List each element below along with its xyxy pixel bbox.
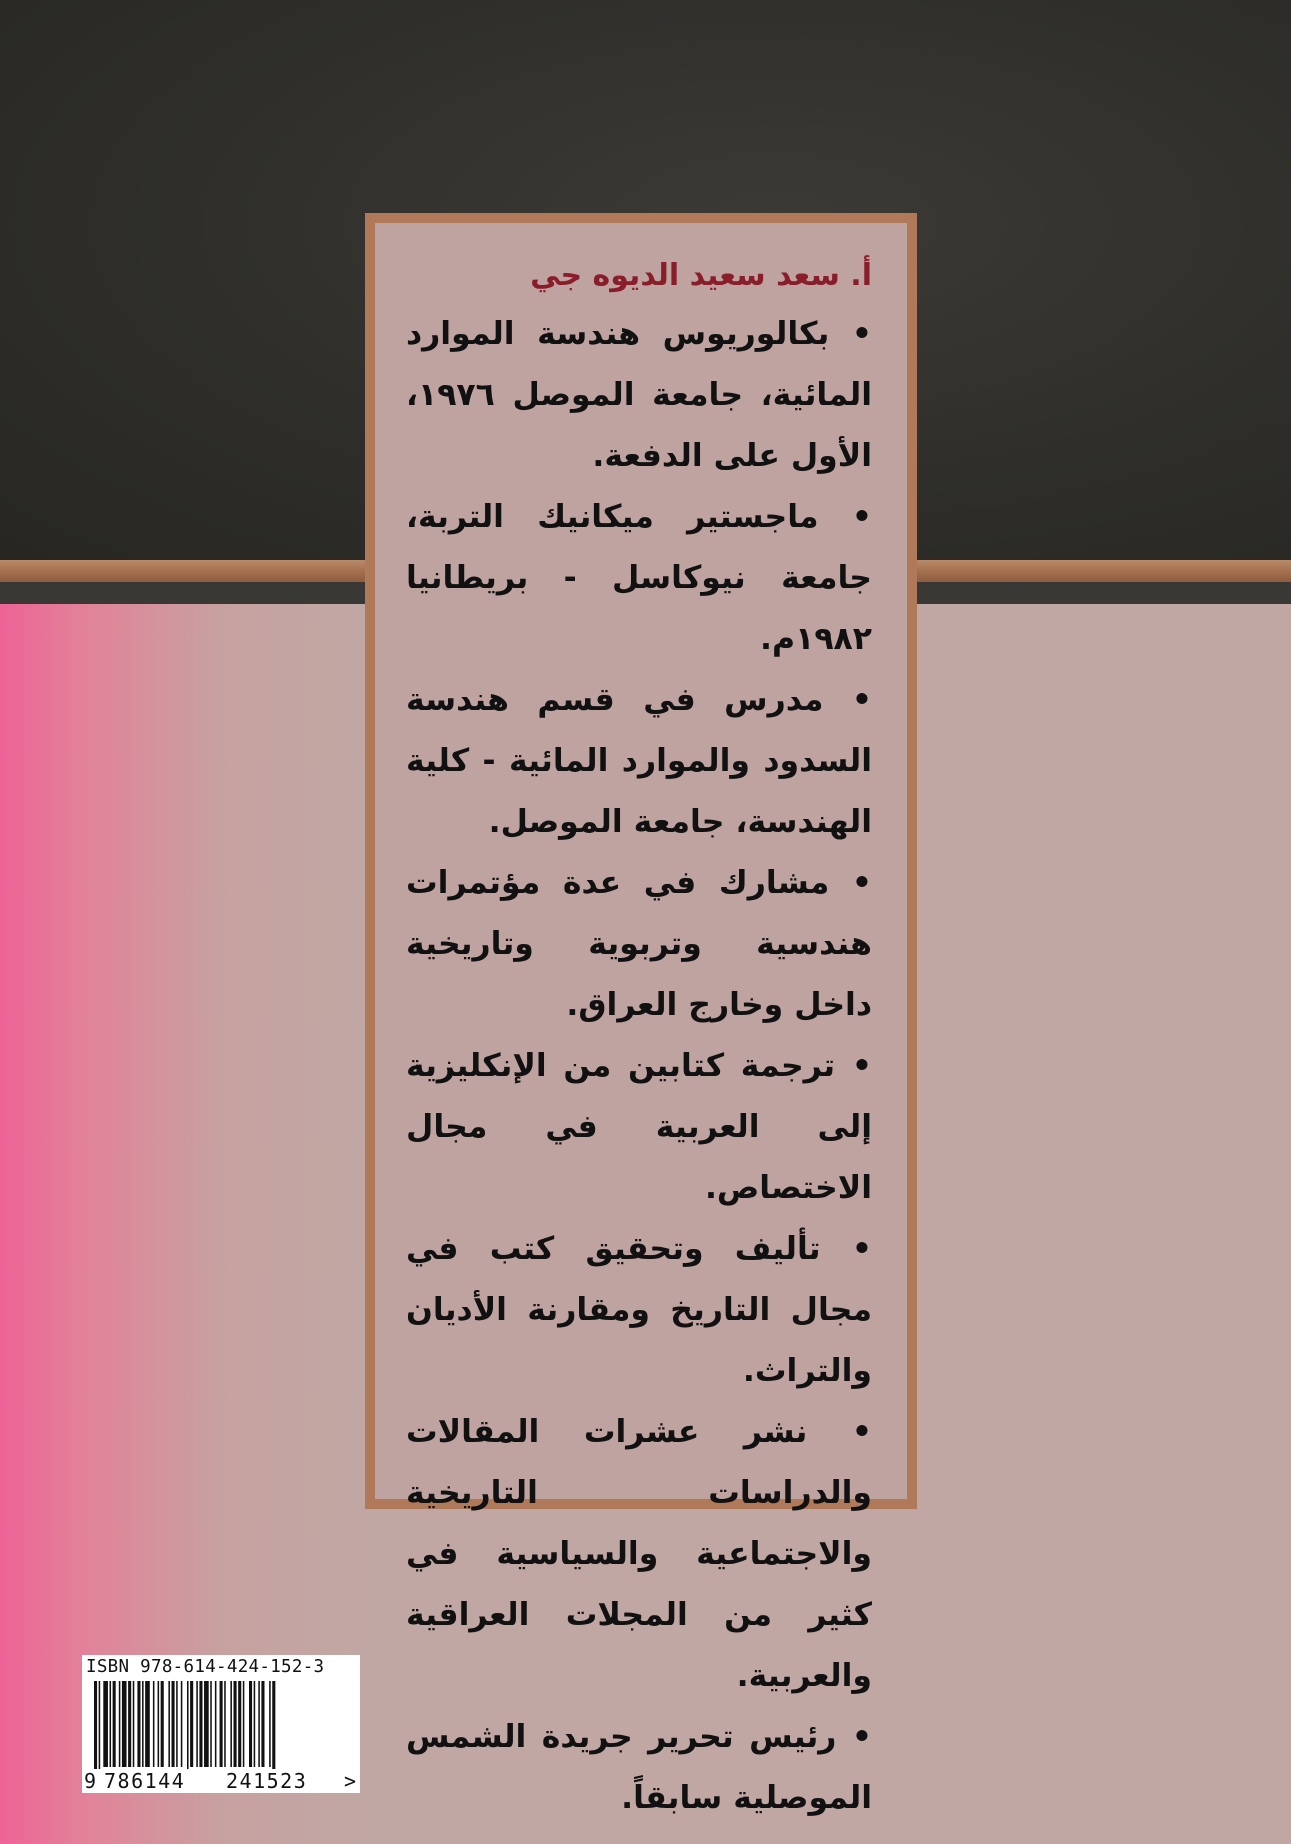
barcode-bar xyxy=(220,1681,223,1767)
bio-bullet-item xyxy=(406,1036,872,1219)
barcode-bar xyxy=(153,1681,155,1767)
barcode-bar xyxy=(204,1681,209,1767)
isbn-barcode xyxy=(82,1655,360,1793)
barcode-bar xyxy=(133,1681,135,1767)
isbn-label: ISBN 978-614-424-152-3 xyxy=(86,1657,325,1677)
author-bio-content xyxy=(376,224,906,1816)
barcode-bar xyxy=(176,1681,178,1767)
bullet-dot-icon: • xyxy=(820,1231,872,1267)
barcode-bar xyxy=(172,1681,175,1767)
bio-bullet-text: مدرس في قسم هندسة السدود والموارد المائية - كلية الهندسة، جامعة الموصل. xyxy=(406,682,872,840)
barcode-bar xyxy=(199,1681,202,1767)
bio-bullet-text: نشر عشرات المقالات والدراسات التاريخية والاجتماعية والسياسية في كثير من المجلات العراقية والعربية. xyxy=(406,1414,872,1694)
barcode-bar xyxy=(215,1681,217,1767)
barcode-bar xyxy=(210,1681,212,1767)
barcode-bar xyxy=(261,1681,264,1767)
barcode-bar xyxy=(94,1681,97,1769)
barcode-bar xyxy=(196,1681,198,1767)
barcode-bar xyxy=(113,1681,116,1767)
bio-bullet-item xyxy=(406,487,872,670)
barcode-bar xyxy=(122,1681,127,1767)
barcode-bar xyxy=(181,1681,183,1767)
bio-bullet-text: ترجمة كتابين من الإنكليزية إلى العربية في مجال الاختصاص. xyxy=(406,1048,872,1206)
barcode-bar xyxy=(168,1681,170,1767)
barcode-bar xyxy=(272,1681,275,1769)
barcode-bar xyxy=(249,1681,252,1767)
bio-bullet-text: مشارك في عدة مؤتمرات هندسية وتربوية وتاريخية داخل وخارج العراق. xyxy=(406,865,872,1023)
bio-bullet-item xyxy=(406,1707,872,1829)
bio-bullet-text: ماجستير ميكانيك التربة، جامعة نيوكاسل - بريطانيا ١٩٨٢م. xyxy=(406,499,872,657)
barcode-bar xyxy=(254,1681,256,1767)
barcode-bar xyxy=(238,1681,241,1767)
bullet-dot-icon: • xyxy=(807,1414,872,1450)
barcode-bar xyxy=(99,1681,101,1769)
barcode-bar xyxy=(234,1681,237,1767)
barcode-bar xyxy=(103,1681,108,1767)
bio-bullet-item xyxy=(406,1402,872,1707)
barcode-bar xyxy=(224,1681,226,1767)
bio-bullet-item xyxy=(406,853,872,1036)
barcode-bar xyxy=(190,1681,193,1767)
barcode-bar xyxy=(142,1681,144,1767)
barcode-digits-left: 786144 xyxy=(104,1769,186,1793)
bullet-dot-icon: • xyxy=(829,865,872,901)
barcode-bar xyxy=(230,1681,232,1767)
barcode-bar xyxy=(158,1681,160,1767)
barcode-bar xyxy=(269,1681,271,1767)
barcode-bar xyxy=(161,1681,164,1767)
barcode-bar xyxy=(243,1681,245,1767)
bio-bullet-text: بكالوريوس هندسة الموارد المائية، جامعة الموصل ١٩٧٦، الأول على الدفعة. xyxy=(406,316,872,474)
barcode-bar xyxy=(258,1681,260,1767)
barcode-bar xyxy=(137,1681,140,1767)
bullet-dot-icon: • xyxy=(835,1048,872,1084)
barcode-bar xyxy=(110,1681,112,1767)
author-name: أ. سعد سعيد الديوه جي xyxy=(530,258,872,293)
bullet-dot-icon: • xyxy=(823,682,872,718)
barcode-bar xyxy=(128,1681,131,1767)
barcode-digits xyxy=(82,1769,360,1793)
barcode-bar xyxy=(145,1681,150,1767)
bio-bullet-item xyxy=(406,304,872,487)
bio-bullet-text: رئيس تحرير جريدة الشمس الموصلية سابقاً. xyxy=(406,1719,872,1816)
barcode-arrow: > xyxy=(344,1769,357,1793)
barcode-bar xyxy=(187,1681,189,1769)
barcode-digit-first: 9 xyxy=(84,1769,97,1793)
barcode-bar xyxy=(119,1681,121,1767)
barcode-digits-right: 241523 xyxy=(226,1769,308,1793)
bullet-dot-icon: • xyxy=(829,316,872,352)
bio-bullet-item xyxy=(406,1219,872,1402)
bio-bullet-list xyxy=(406,304,872,1829)
bullet-dot-icon: • xyxy=(818,499,872,535)
bullet-dot-icon: • xyxy=(836,1719,872,1755)
barcode-bars xyxy=(82,1681,360,1769)
bio-bullet-text: تأليف وتحقيق كتب في مجال التاريخ ومقارنة الأديان والتراث. xyxy=(406,1231,872,1389)
bio-bullet-item xyxy=(406,670,872,853)
